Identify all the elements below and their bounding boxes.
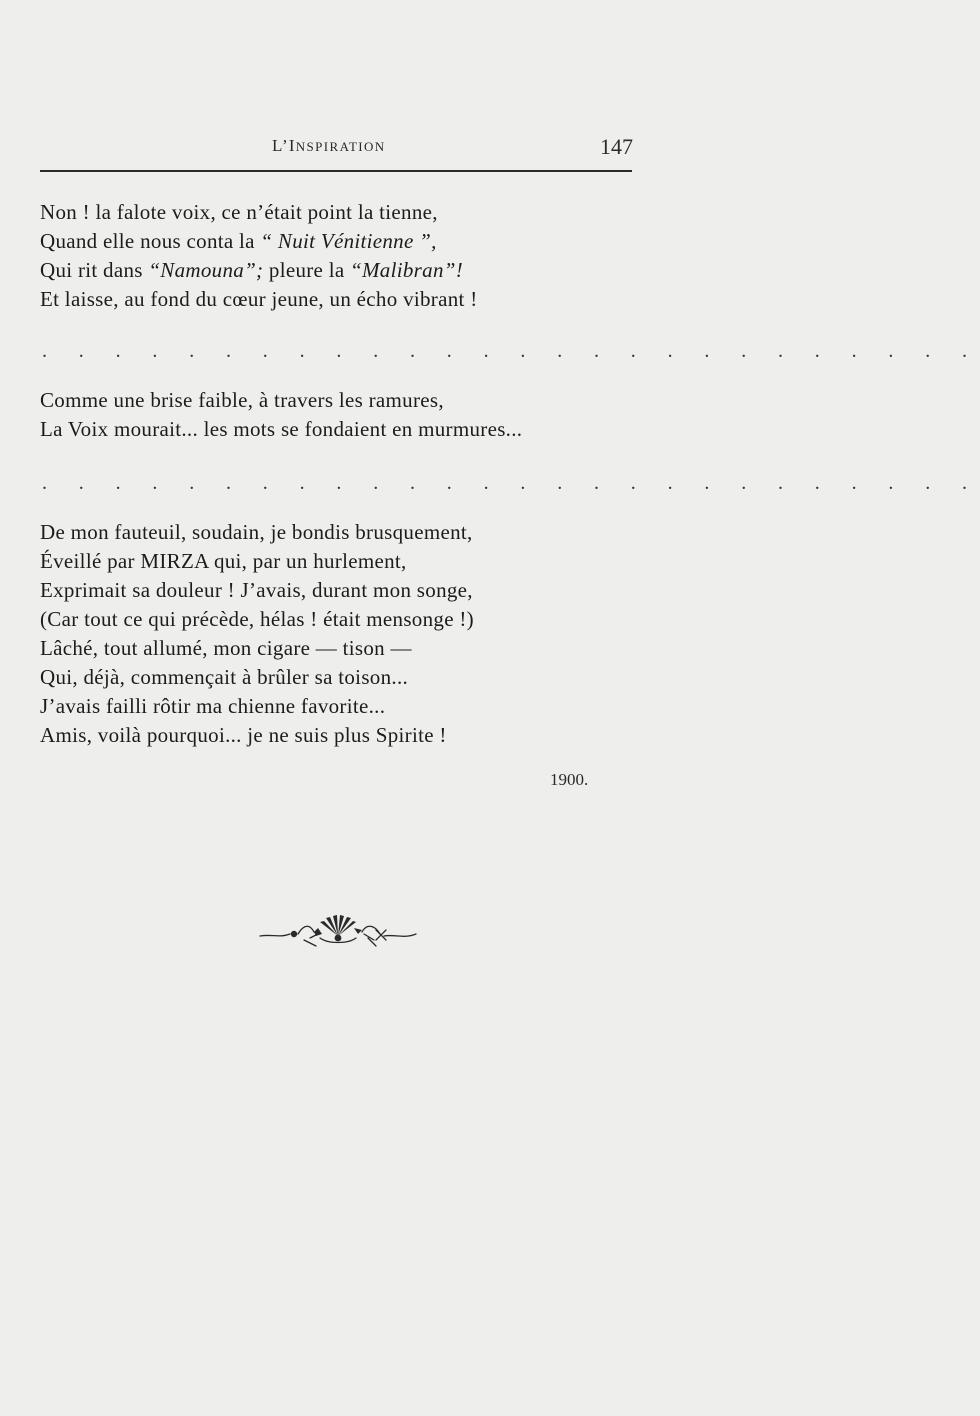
verse-text: pleure la <box>263 258 351 282</box>
verse-line <box>40 227 478 256</box>
running-head <box>272 136 386 156</box>
verse-text: Quand elle nous conta la <box>40 229 261 253</box>
verse-line: Non ! la falote voix, ce n’était point la tienne, <box>40 200 438 224</box>
stanza-3 <box>40 518 474 750</box>
ellipsis-separator: . . . . . . . . . . . . . . . . . . . . . . . . . . <box>42 340 980 362</box>
running-head-initial: L’I <box>272 136 296 155</box>
verse-line: J’avais failli rôtir ma chienne favorite... <box>40 694 386 718</box>
verse-line: La Voix mourait... les mots se fondaient en murmures... <box>40 417 523 441</box>
verse-line: Amis, voilà pourquoi... je ne suis plus Spirite ! <box>40 723 447 747</box>
verse-title-italic: “Malibran”! <box>350 258 464 282</box>
fleuron-ornament-icon <box>258 912 418 948</box>
verse-line: Éveillé par MIRZA qui, par un hurlement, <box>40 549 407 573</box>
ellipsis-separator: . . . . . . . . . . . . . . . . . . . . . . . . . . <box>42 472 980 494</box>
verse-line: De mon fauteuil, soudain, je bondis brusquement, <box>40 520 473 544</box>
verse-line: (Car tout ce qui précède, hélas ! était mensonge !) <box>40 607 474 631</box>
verse-line: Qui, déjà, commençait à brûler sa toison... <box>40 665 409 689</box>
stanza-1 <box>40 198 478 314</box>
verse-title-italic: “ Nuit Vénitienne ”, <box>260 229 437 253</box>
verse-text: Qui rit dans <box>40 258 149 282</box>
verse-line: Comme une brise faible, à travers les ramures, <box>40 388 444 412</box>
verse-line: Et laisse, au fond du cœur jeune, un écho vibrant ! <box>40 287 478 311</box>
page-number: 147 <box>600 134 633 159</box>
verse-title-italic: “Namouna”; <box>148 258 264 282</box>
stanza-2 <box>40 386 522 444</box>
verse-line: Exprimait sa douleur ! J’avais, durant mon songe, <box>40 578 473 602</box>
date-line: 1900. <box>550 770 589 789</box>
verse-line: Lâché, tout allumé, mon cigare — tison — <box>40 636 412 660</box>
verse-line <box>40 256 478 285</box>
header-rule <box>40 170 632 172</box>
running-head-rest: NSPIRATION <box>295 139 386 154</box>
